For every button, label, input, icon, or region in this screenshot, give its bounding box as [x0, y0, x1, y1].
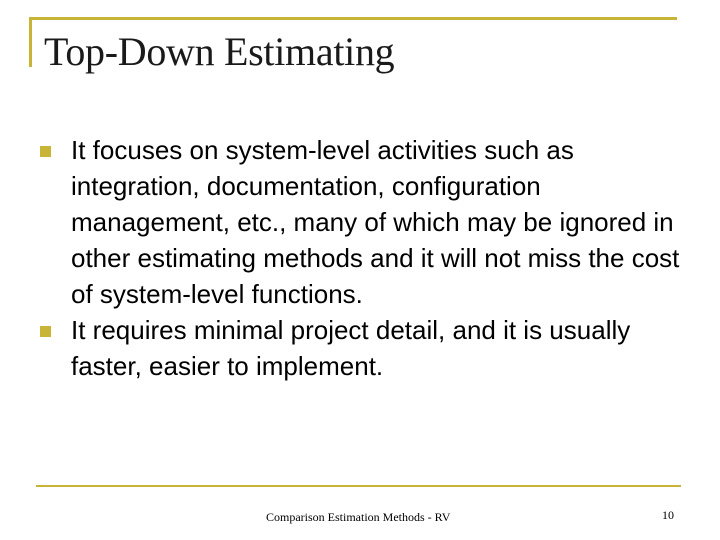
- bullet-item: [40, 312, 700, 384]
- footer-rule: [36, 485, 681, 487]
- bullet-item: [40, 132, 700, 312]
- bullet-text: It requires minimal project detail, and it is usually faster, easier to implement.: [71, 315, 631, 381]
- square-bullet-icon: [40, 326, 51, 337]
- slide-footer: Comparison Estimation Methods - RV: [266, 510, 451, 524]
- page-number: 10: [662, 508, 674, 522]
- title-rule-vertical: [29, 17, 32, 67]
- bullet-text: It focuses on system-level activities such as integration, documentation, configuration management, etc., many of which may be ignored in other estimating methods and it will not miss the cost of system-level functions.: [71, 135, 680, 309]
- title-rule-horizontal: [29, 17, 677, 20]
- slide-title: Top-Down Estimating: [44, 29, 395, 74]
- square-bullet-icon: [40, 146, 51, 157]
- bullet-list: [40, 132, 700, 384]
